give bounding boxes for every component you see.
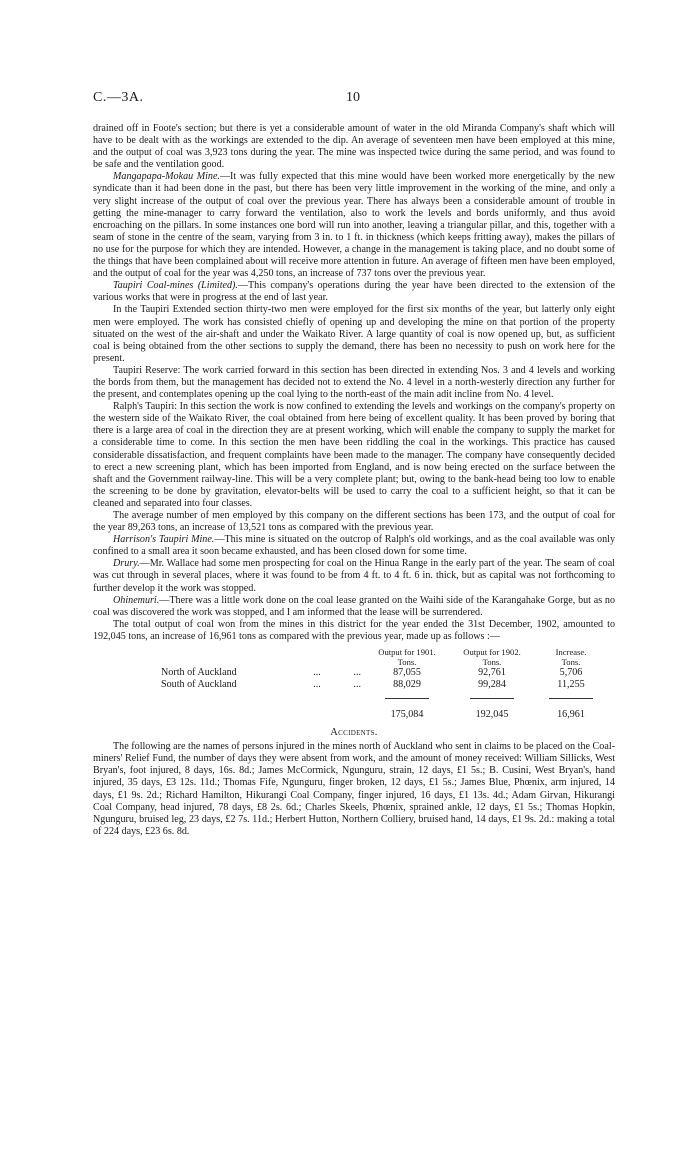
total-increase: 16,961 [557, 709, 585, 721]
cell-increase: 11,255 [557, 679, 585, 691]
page-header [93, 90, 613, 110]
paragraph-drury [93, 558, 615, 594]
table-row: South of Auckland ... ... 88,029 99,284 11,255 [161, 679, 607, 691]
sum-rule [470, 698, 514, 699]
sum-rule [385, 698, 429, 699]
cell-1901: 88,029 [393, 679, 421, 691]
column-header-increase: Increase. Tons. [555, 647, 587, 668]
paragraph-taupiri-reserve: Taupiri Reserve: The work carried forward in this section has been directed in extending Nos. 3 and 4 levels and working the bords from them, but the management has decided not to extend the No. 4 level in a north-westerly direction any further for the present, and contemplates opening up the coal lying to the north-east of the main adit incline from No. 4 level. [93, 364, 615, 401]
column-header-1901: Output for 1901. Tons. [378, 647, 436, 668]
paragraph-text: —Mr. Wallace had some men prospecting for coal on the Hinua Range in the early part of the year. The seam of coal was cut through in several places, where it was found to be from 4 ft. to 4 ft. 6 in. thick, but as capital was not forthcoming to further develop it the work was stopped. [93, 558, 615, 594]
sum-rule [549, 698, 593, 699]
cell-1902: 92,761 [478, 667, 506, 679]
paragraph-taupiri [93, 280, 615, 304]
table-header-row [161, 647, 607, 667]
paragraph-miranda: drained off in Foote's section; but there is yet a considerable amount of water in the old Miranda Company's shaft which will have to be dealt with as the workings are extended to the dip. An average of seventeen men have been employed at this mine, and the output of coal was 3,923 tons during the year. The mine was inspected twice during the same period, and was found to be safe and the ventilation good. [93, 123, 615, 171]
paragraph-ohinemuri [93, 595, 615, 619]
report-body [93, 123, 615, 838]
cell-1902: 99,284 [478, 679, 506, 691]
section-heading-taupiri: Taupiri Coal-mines (Limited). [113, 280, 238, 292]
row-label: North of Auckland [161, 667, 237, 679]
page-number: 10 [346, 90, 360, 105]
paragraph-mangapapa [93, 171, 615, 280]
paragraph-total-output: The total output of coal won from the mines in this district for the year ended the 31st December, 1902, amounted to 192,045 tons, an increase of 16,961 tons as compared with the previous year, made up as follows :— [93, 618, 615, 642]
table-row: North of Auckland ... ... 87,055 92,761 5,706 [161, 667, 607, 679]
paragraph-taupiri-extended: In the Taupiri Extended section thirty-two men were employed for the first six months of the year, but latterly only eight men were employed. The work has consisted chiefly of opening up and developing the mine on that portion of the property situated on the west of the air-shaft and under the Waikato River. A large quantity of coal is now opened up, but, as sufficient coal is being obtained from the other sections to supply the demand, there has been no necessity to push on work here for the present. [93, 304, 615, 364]
total-1901: 175,084 [390, 709, 424, 721]
row-label: South of Auckland [161, 679, 237, 691]
total-1902: 192,045 [475, 709, 509, 721]
paragraph-ralphs-taupiri: Ralph's Taupiri: In this section the work is now confined to extending the levels and workings on the company's property on the western side of the Waikato River, the coal obtained from here being of excellent quality. It has been proved by boring that there is a large area of coal in the direction they are at present working, which will enable the company to supply the market for a considerable time to come. In this section the men have been riddling the coal in the workings. This practice has caused considerable dissatisfaction, and frequent complaints have been made to the manager. The company have consequently decided to erect a new screening plant, which has been imported from England, and is now being erected on the surface between the shaft and the Government railway-line. This will be a very complete plant; but, owing to the bank-head being too low to enable the screening to be done by gravitation, elevator-belts will be used to carry the coal to a sufficient height, so that it can be cleaned and separated into four classes. [93, 401, 615, 509]
coal-output-table [161, 647, 607, 721]
document-reference: C.—3A. [93, 90, 144, 105]
paragraph-harrisons [93, 534, 615, 558]
accidents-heading: Accidents. [330, 727, 378, 739]
paragraph-average-men: The average number of men employed by this company on the different sections has been 173, and the output of coal for the year 89,263 tons, an increase of 13,521 tons as compared with the previous year. [93, 510, 615, 534]
section-heading-harrisons: Harrison's Taupiri Mine. [113, 534, 215, 546]
paragraph-text: —There was a little work done on the coal lease granted on the Waihi side of the Karangahake Gorge, but as no coal was discovered the work was stopped, and I am informed that the lease will be surrendered. [93, 594, 615, 618]
column-header-1902: Output for 1902. Tons. [463, 647, 521, 668]
cell-increase: 5,706 [559, 667, 583, 679]
paragraph-accidents: The following are the names of persons injured in the mines north of Auckland who sent in claims to be placed on the Coal-miners' Relief Fund, the number of days they were absent from work, and the amount of money received: William Sillicks, West Bryan's, foot injured, 8 days, 16s. 8d.; James McCormick, Ngunguru, strain, 12 days, £1 5s.; B. Cusini, West Bryan's, hand injured, 35 days, £3 12s. 11d.; Thomas Fife, Ngunguru, finger broken, 12 days, £1 5s.; James Blue, Phœnix, arm injured, 14 days, £1 9s. 2d.; Richard Hamilton, Hikurangi Coal Company, finger injured, 16 days, £1 13s. 4d.; Adam Girvan, Hikurangi Coal Company, head injured, 78 days, £8 2s. 6d.; Charles Skeels, Phœnix, sprained ankle, 12 days, £1 5s.; Thomas Hopkin, Ngunguru, bruised leg, 23 days, £2 7s. 11d.; Herbert Hutton, Northern Colliery, bruised hand, 14 days, £1 9s. 2d.: making a total of 224 days, £23 6s. 8d. [93, 741, 615, 837]
paragraph-text: —It was fully expected that this mine would have been worked more energetically by the new syndicate than it had been done in the past, but there has been very little improvement in the working of the mine, and only a very slight increase of the output of coal over the previous year. There has always been a considerable amount of trouble in getting the mine-manager to carry forward the ventilation, also to work the levels and bords uniformly, and thus avoid encroaching on the pillars. In some instances one bord will run into another, leaving a triangular pillar, and this, together with a seam of stone in the centre of the seam, varying from 3 in. to 1 ft. in thickness (which keeps fritting away), makes the pillars of no use for the purpose for which they are intended. However, a change in the management is taking place, and no doubt some of the things that have been complained about will receive more attention in future. An average of fifteen men have been employed, and the output of coal for the year was 4,250 tons, an increase of 737 tons over the previous year. [93, 171, 615, 280]
section-heading-ohinemuri: Ohinemuri. [113, 594, 160, 606]
table-rule-row [161, 691, 607, 703]
paragraph-text: —This company's operations during the year have been directed to the extension of the various works that were in progress at the end of last year. [93, 280, 616, 304]
paragraph-text: —This mine is situated on the outcrop of Ralph's old workings, and as the coal available was only confined to a small area it soon became exhausted, and has been closed down for some time. [93, 534, 615, 558]
section-heading-drury: Drury. [113, 558, 140, 570]
section-heading-mangapapa: Mangapapa-Mokau Mine. [113, 171, 220, 183]
cell-1901: 87,055 [393, 667, 421, 679]
table-total-row [161, 703, 607, 721]
